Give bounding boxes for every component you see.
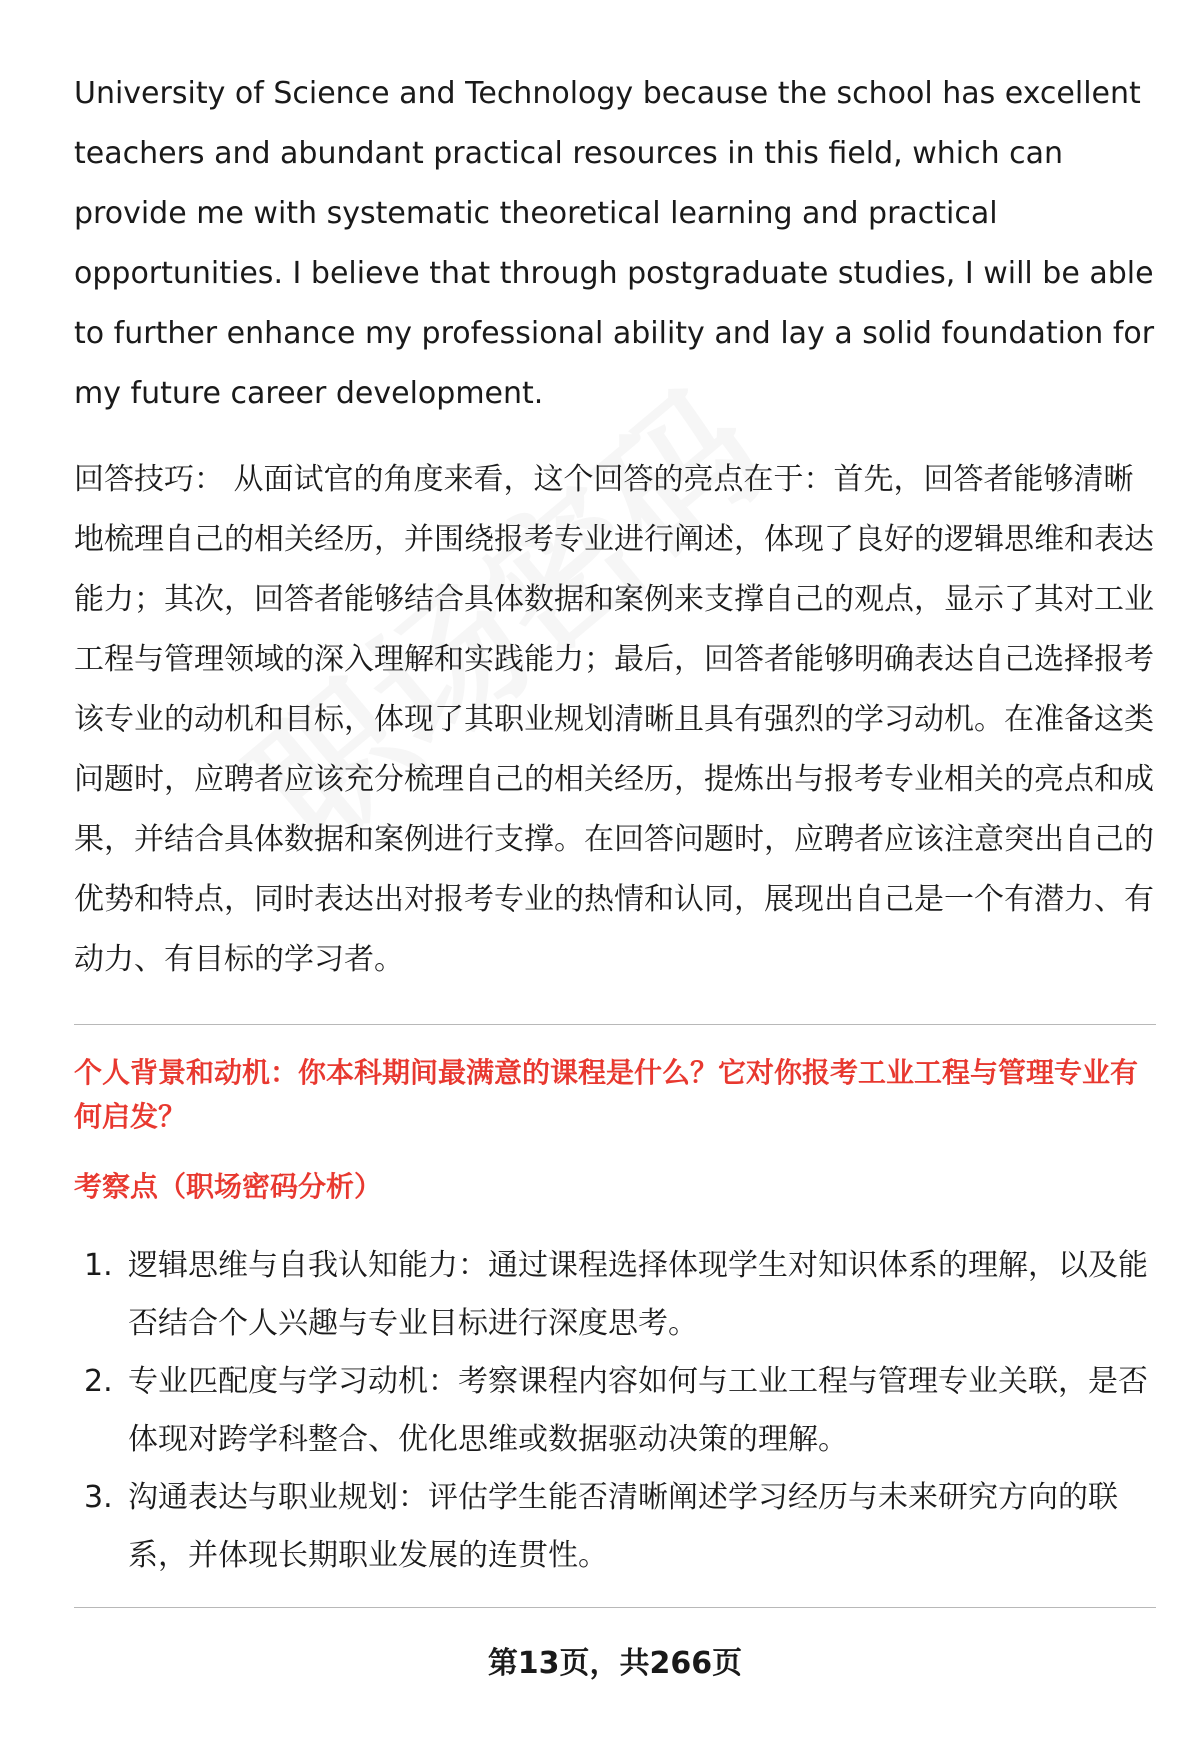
document-page	[74, 64, 1156, 1682]
list-item-text: 专业匹配度与学习动机：考察课程内容如何与工业工程与管理专业关联，是否体现对跨学科整合、优化思维或数据驱动决策的理解。	[128, 1364, 1148, 1457]
list-item	[74, 1469, 1156, 1585]
footer-divider	[74, 1607, 1156, 1608]
question-heading: 个人背景和动机：你本科期间最满意的课程是什么？它对你报考工业工程与管理专业有何启发？	[74, 1056, 1139, 1133]
assessment-points-list	[74, 1237, 1156, 1585]
section-divider	[74, 1024, 1156, 1025]
list-item-number: 1.	[84, 1248, 113, 1283]
english-paragraph: University of Science and Technology because the school has excellent teachers and abundant practical resources in this field, which can provide me with systematic theoretical learning and practical opportunities. I believe that through postgraduate studies, I will be able to further enhance my professional ability and lay a solid foundation for my future career development.	[74, 76, 1155, 411]
list-item	[74, 1353, 1156, 1469]
list-item-number: 3.	[84, 1480, 113, 1515]
answer-tip-paragraph: 回答技巧： 从面试官的角度来看，这个回答的亮点在于：首先，回答者能够清晰地梳理自己的相关经历，并围绕报考专业进行阐述，体现了良好的逻辑思维和表达能力；其次，回答者能够结合具体数据和案例来支撑自己的观点，显示了其对工业工程与管理领域的深入理解和实践能力；最后，回答者能够明确表达自己选择报考该专业的动机和目标，体现了其职业规划清晰且具有强烈的学习动机。在准备这类问题时，应聘者应该充分梳理自己的相关经历，提炼出与报考专业相关的亮点和成果，并结合具体数据和案例进行支撑。在回答问题时，应聘者应该注意突出自己的优势和特点，同时表达出对报考专业的热情和认同，展现出自己是一个有潜力、有动力、有目标的学习者。	[74, 462, 1154, 977]
list-item-number: 2.	[84, 1364, 113, 1399]
list-item-text: 逻辑思维与自我认知能力：通过课程选择体现学生对知识体系的理解，以及能否结合个人兴趣与专业目标进行深度思考。	[128, 1248, 1148, 1341]
list-item	[74, 1237, 1156, 1353]
list-item-text: 沟通表达与职业规划：评估学生能否清晰阐述学习经历与未来研究方向的联系，并体现长期职业发展的连贯性。	[128, 1480, 1118, 1573]
assessment-points-heading: 考察点（职场密码分析）	[74, 1170, 383, 1203]
page-number: 第13页，共266页	[487, 1646, 743, 1681]
